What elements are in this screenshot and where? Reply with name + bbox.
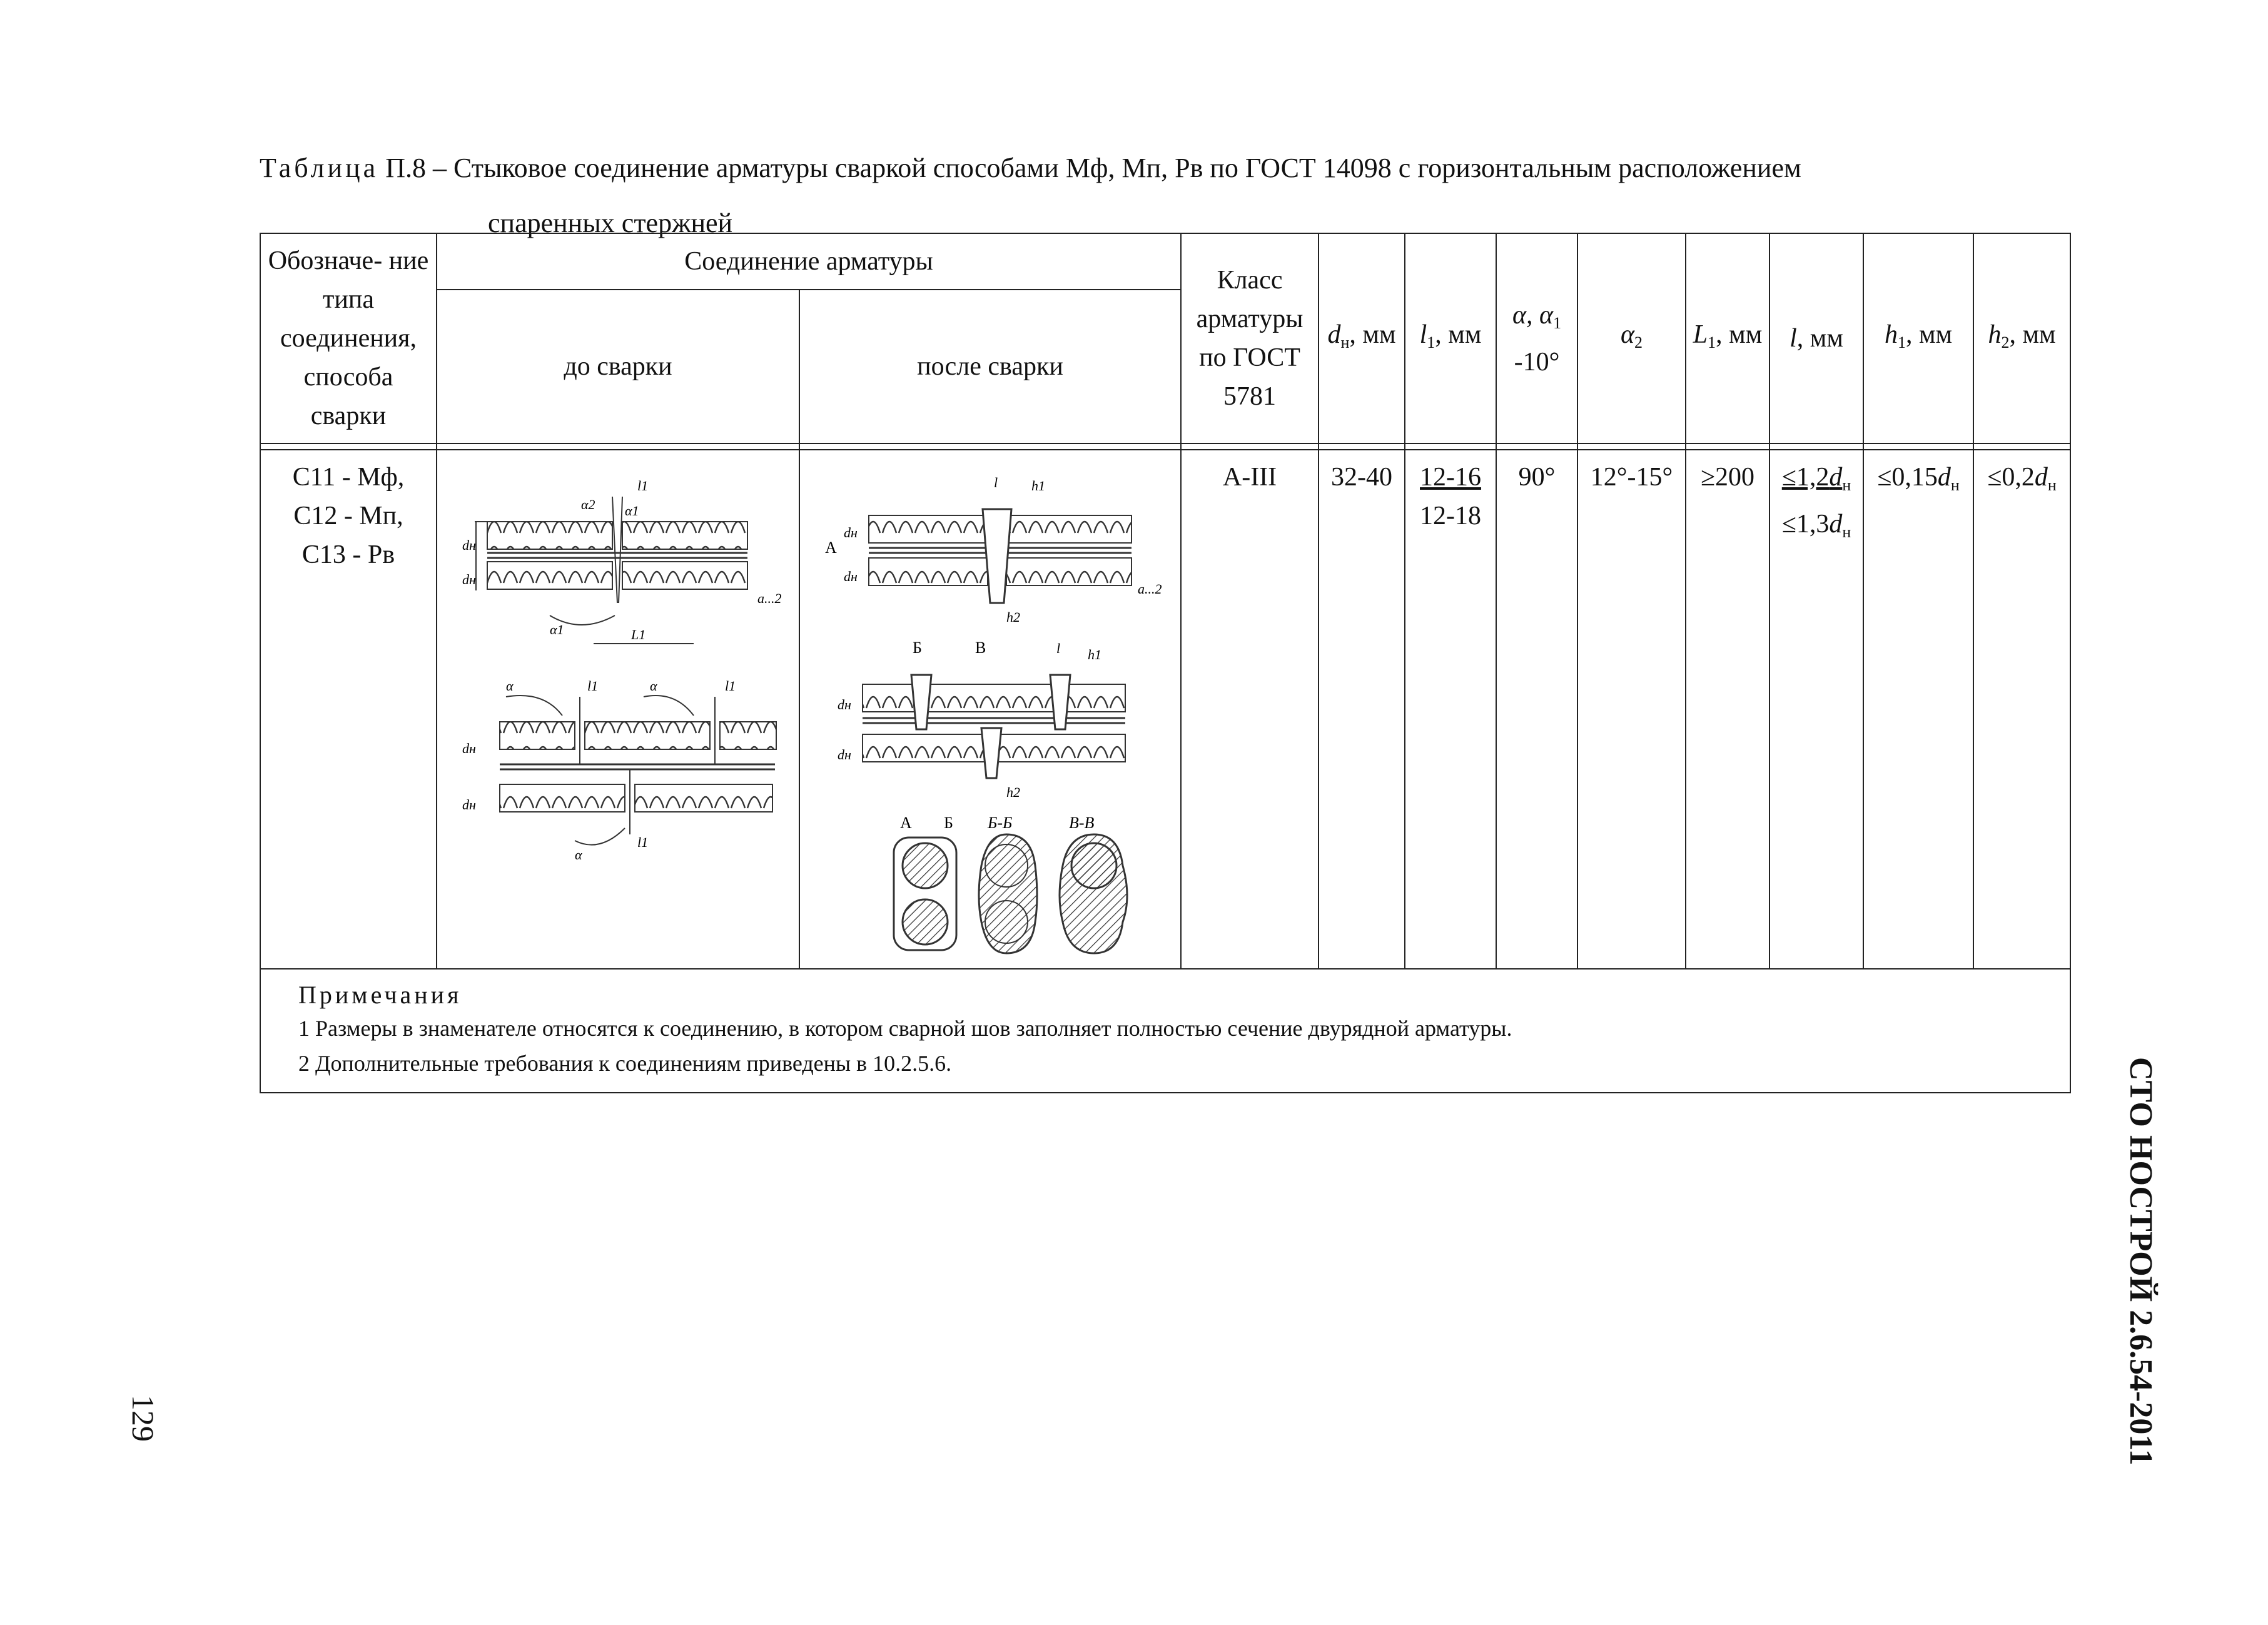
- caption-line2: спаренных стержней: [488, 208, 733, 238]
- header-dn: $d_н$, мм: [1319, 233, 1405, 443]
- header-L1: $L_1$, мм: [1686, 233, 1769, 443]
- cell-l1: [1405, 450, 1496, 969]
- label-dn-2: dн: [462, 572, 476, 587]
- type-c13: С13 - Рв: [301, 540, 395, 569]
- label-h1-mid: h1: [1088, 647, 1101, 662]
- header-l1: $l_1$, мм: [1405, 233, 1496, 443]
- header-l: l, мм: [1769, 233, 1863, 443]
- drawing-before-welding: [437, 450, 799, 969]
- header-before-welding: до сварки: [437, 290, 799, 443]
- label-gap: a...2: [757, 590, 782, 606]
- label-section-VV: В-В: [1069, 814, 1095, 832]
- header-type-designation: Обозначе- ние типа соединения, способа сварки: [260, 233, 437, 443]
- notes-cell: [260, 969, 2070, 1093]
- label-l1-top: l1: [637, 478, 649, 494]
- cell-alpha: 90°: [1496, 450, 1577, 969]
- header-alpha: α, $\alpha_1$ -10°: [1496, 233, 1577, 443]
- type-c11: С11 - Мф,: [292, 463, 405, 492]
- label-section-BB: Б-Б: [988, 814, 1013, 832]
- label-dn-4: dн: [462, 797, 476, 812]
- note-1: 1 Размеры в знаменателе относятся к соединению, в котором сварной шов заполняет полностью сечение двурядной арматуры.: [298, 1016, 1512, 1041]
- header-alpha2: $\alpha_2$: [1577, 233, 1686, 443]
- label-l: l: [994, 475, 998, 490]
- label-dn-3: dн: [462, 741, 476, 756]
- note-2: 2 Дополнительные требования к соединениям приведены в 10.2.5.6.: [298, 1051, 952, 1076]
- label-B: Б: [913, 639, 922, 657]
- label-h2-mid: h2: [1006, 784, 1020, 800]
- header-rebar-class: Класс арматуры по ГОСТ 5781: [1181, 233, 1319, 443]
- label-V: В: [975, 639, 986, 657]
- label-alpha1-top: α1: [625, 503, 639, 519]
- label-l-mid: l: [1056, 640, 1061, 656]
- label-dn-d: dн: [838, 747, 851, 762]
- page-number: 129: [126, 1395, 161, 1442]
- rebar-after-drawing: [800, 459, 1179, 959]
- l1-denominator: 12-18: [1420, 502, 1482, 530]
- welding-table: [260, 233, 2071, 1093]
- label-dn-b: dн: [844, 569, 858, 584]
- rebar-before-drawing: [437, 459, 797, 959]
- label-dn-1: dн: [462, 537, 476, 553]
- cell-l: [1769, 450, 1863, 969]
- caption-text: П.8 – Стыковое соединение арматуры сваркой способами Мф, Мп, Рв по ГОСТ 14098 с горизонтальным расположением: [385, 153, 1801, 183]
- label-alpha2: α2: [581, 497, 595, 512]
- cell-dn: 32-40: [1319, 450, 1405, 969]
- cell-rebar-class: А-III: [1181, 450, 1319, 969]
- caption-lead: Таблица: [260, 153, 379, 183]
- label-dn-c: dн: [838, 697, 851, 712]
- label-L1: L1: [631, 627, 646, 642]
- label-l1-a: l1: [587, 678, 599, 694]
- label-h2: h2: [1006, 609, 1020, 625]
- label-A: A: [825, 539, 837, 557]
- label-section-B: Б: [944, 814, 953, 832]
- label-l1-b: l1: [725, 678, 736, 694]
- l1-numerator: 12-16: [1420, 463, 1482, 492]
- cell-L1: ≥200: [1686, 450, 1769, 969]
- label-section-A: А: [900, 814, 912, 832]
- label-alpha-c: α: [575, 847, 582, 863]
- drawing-after-welding: [799, 450, 1181, 969]
- type-c12: С12 - Мп,: [293, 502, 403, 530]
- l-denominator: $\le 1,3d_н$: [1781, 510, 1851, 541]
- document-id: СТО НОСТРОЙ 2.6.54-2011: [2123, 1057, 2159, 1466]
- l-numerator: $\le 1,2d_н$: [1781, 463, 1851, 494]
- notes-title: Примечания: [298, 981, 462, 1009]
- label-gap-after: a...2: [1138, 581, 1162, 597]
- header-after-welding: после сварки: [799, 290, 1181, 443]
- label-dn-a: dн: [844, 525, 858, 540]
- header-h2: $h_2$, мм: [1973, 233, 2070, 443]
- cell-types: [260, 450, 437, 969]
- header-connection: Соединение арматуры: [437, 233, 1181, 290]
- cell-h1: $\le 0,15d_н$: [1863, 450, 1973, 969]
- label-alpha1-bot: α1: [550, 622, 564, 637]
- header-h1: $h_1$, мм: [1863, 233, 1973, 443]
- cell-h2: $\le 0,2d_н$: [1973, 450, 2070, 969]
- label-l1-c: l1: [637, 834, 649, 850]
- label-h1: h1: [1031, 478, 1045, 494]
- label-alpha-a: α: [506, 678, 514, 694]
- cell-alpha2: 12°-15°: [1577, 450, 1686, 969]
- label-alpha-b: α: [650, 678, 657, 694]
